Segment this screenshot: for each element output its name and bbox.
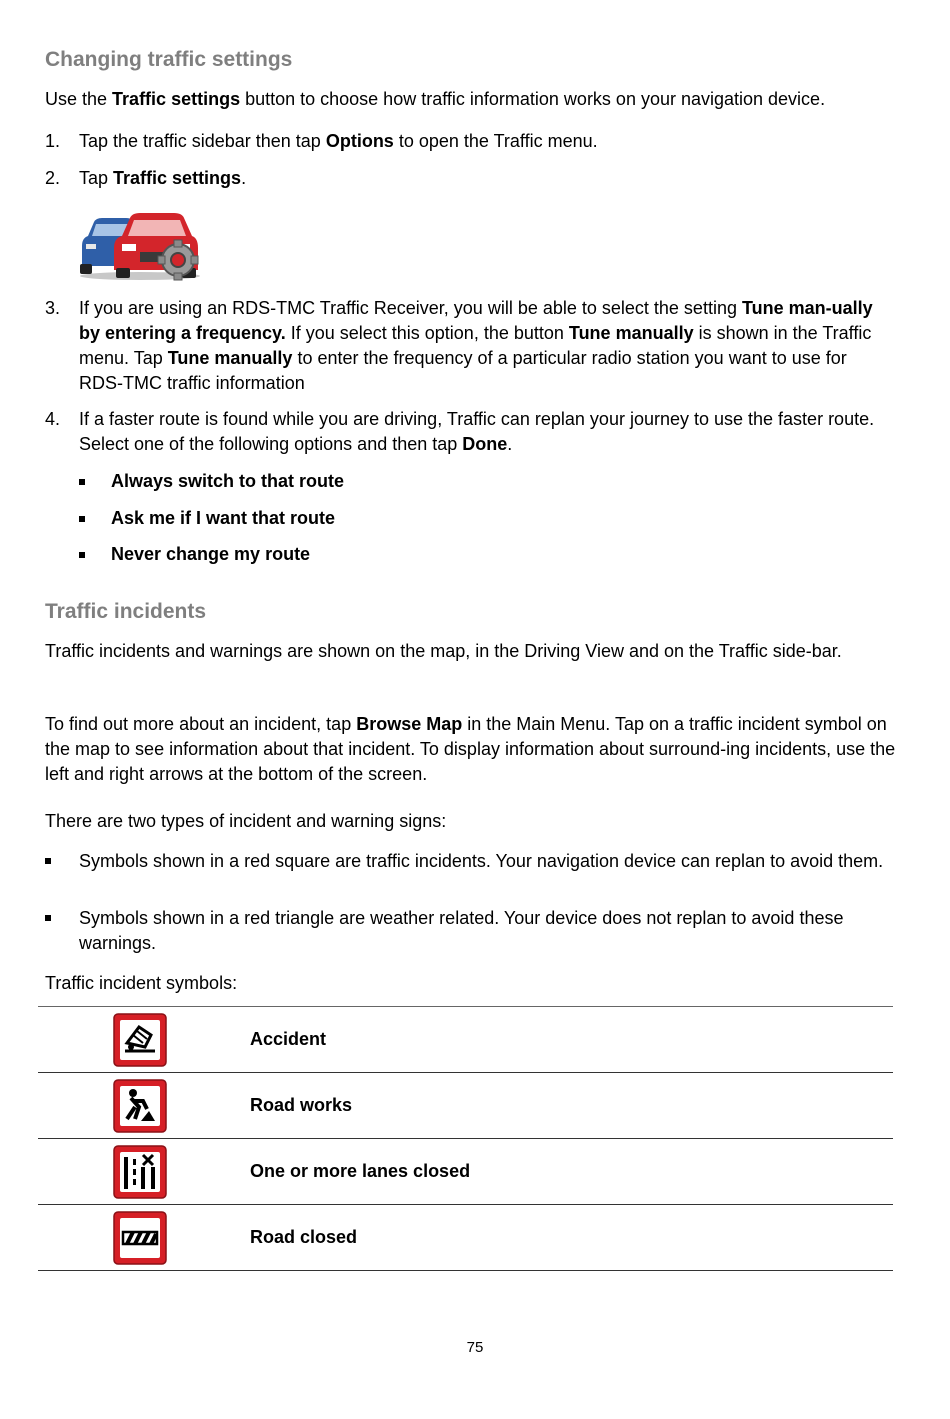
option-item: Always switch to that route — [111, 471, 345, 491]
step-number: 2. — [45, 168, 61, 188]
symbol-label: Road closed — [250, 1205, 893, 1271]
step-text: Tap the traffic sidebar then tap Options to open the Traffic menu. — [79, 131, 598, 151]
symbols-label: Traffic incident symbols: — [45, 973, 238, 993]
table-row — [38, 1073, 893, 1139]
symbol-label: Road works — [250, 1073, 893, 1139]
lanes-closed-icon — [113, 1145, 167, 1199]
road-closed-icon — [113, 1211, 167, 1265]
table-row — [38, 1139, 893, 1205]
step-number: 3. — [45, 298, 61, 318]
bullet-item: Symbols shown in a red square are traffic incidents. Your navigation device can replan to avoid them. — [79, 851, 884, 871]
bullet-marker — [45, 858, 51, 864]
bullet-marker — [79, 479, 85, 485]
step-text: If a faster route is found while you are driving, Traffic can replan your journey to use the faster route. Select one of the following options and then tap Done. — [79, 409, 875, 454]
option-item: Never change my route — [111, 544, 311, 564]
symbol-label: Accident — [250, 1007, 893, 1073]
symbol-label: One or more lanes closed — [250, 1139, 893, 1205]
step-text: Tap Traffic settings. — [79, 168, 247, 188]
accident-icon — [113, 1013, 167, 1067]
sign-types-paragraph: There are two types of incident and warning signs: — [45, 811, 447, 831]
road-works-icon — [113, 1079, 167, 1133]
incident-symbols-table — [38, 1006, 893, 1271]
bullet-marker — [79, 552, 85, 558]
page-number: 75 — [466, 1339, 484, 1356]
incidents-paragraph: Traffic incidents and warnings are shown on the map, in the Driving View and on the Traffic side-bar. — [45, 641, 842, 661]
step-number: 4. — [45, 409, 61, 429]
traffic-settings-icon — [78, 208, 202, 282]
browse-map-paragraph: To find out more about an incident, tap Browse Map in the Main Menu. Tap on a traffic incident symbol on the map to see information about that incident. To display information about surround-ing incidents, use the left and right arrows at the bottom of the screen. — [45, 714, 896, 784]
bullet-marker — [79, 516, 85, 522]
step-text: If you are using an RDS-TMC Traffic Receiver, you will be able to select the setting Tune man-ually by entering a frequency. If you select this option, the button Tune manually is shown in the Traffic menu. Tap Tune manually to enter the frequency of a particular radio station you want to use for RDS-TMC traffic information — [79, 298, 873, 393]
bullet-item: Symbols shown in a red triangle are weather related. Your device does not replan to avoid these warnings. — [79, 908, 844, 953]
option-item: Ask me if I want that route — [111, 508, 336, 528]
step-number: 1. — [45, 131, 61, 151]
heading-traffic-incidents: Traffic incidents — [45, 600, 207, 623]
bullet-marker — [45, 915, 51, 921]
table-row — [38, 1205, 893, 1271]
intro-paragraph: Use the Traffic settings button to choose how traffic information works on your navigation device. — [45, 89, 826, 109]
heading-changing-traffic-settings: Changing traffic settings — [45, 48, 293, 71]
table-row — [38, 1007, 893, 1073]
